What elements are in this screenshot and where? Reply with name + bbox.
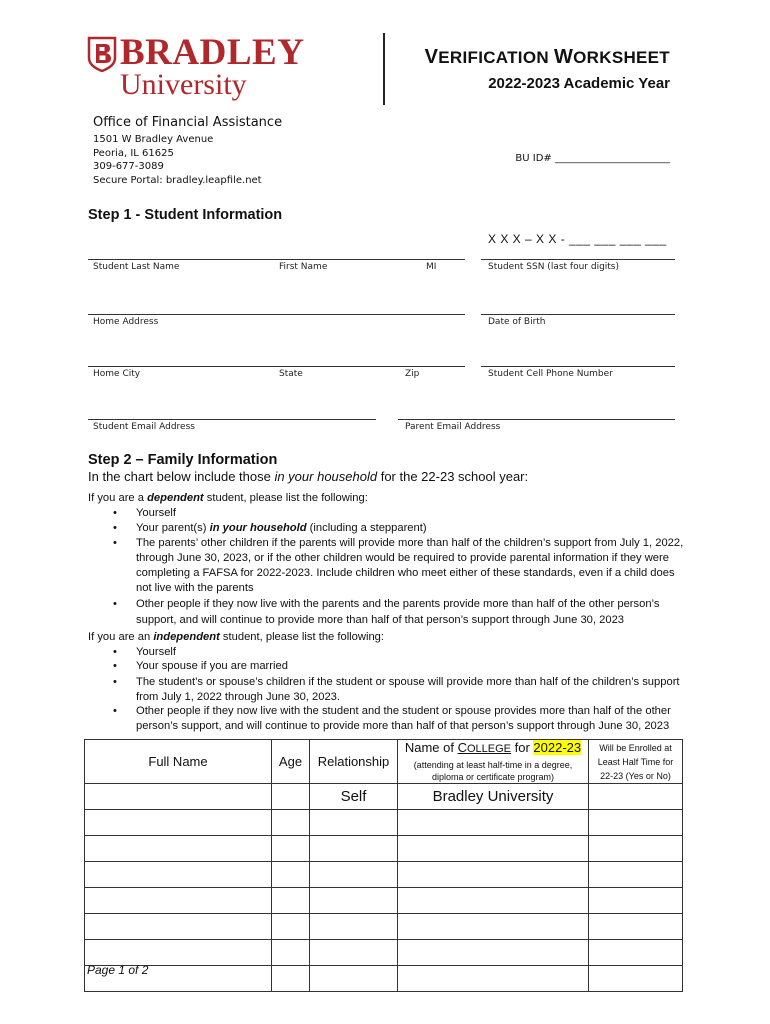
header-age: Age [272,740,310,784]
label-student-email: Student Email Address [93,422,195,432]
cell-relationship[interactable] [310,940,398,966]
student-email-line[interactable] [88,419,376,420]
phone-line: 309-677-3089 [93,161,164,172]
cell-name[interactable] [85,940,272,966]
table-row [85,836,683,862]
label-parent-email: Parent Email Address [405,422,501,432]
label-ssn: Student SSN (last four digits) [488,262,620,272]
step2-heading: Step 2 – Family Information [88,452,278,468]
step2-intro: In the chart below include those in your household for the 22-23 school year: [88,469,529,484]
cell-college[interactable] [398,888,589,914]
cell-name[interactable] [85,836,272,862]
cell-name[interactable] [85,784,272,810]
cell-college[interactable] [398,940,589,966]
cell-relationship[interactable] [310,966,398,992]
list-item: • The student’s or spouse’s children if the student or spouse will provide more than half of the children’s support from July 1, 2022 through June 30, 2023. [113,676,680,703]
label-zip: Zip [405,369,420,379]
header-enrolled: Will be Enrolled at Least Half Time for 22-23 (Yes or No) [589,740,683,784]
list-item: • Your parent(s) in your household (including a stepparent) [113,522,427,534]
list-item: • Your spouse if you are married [113,660,288,672]
household-table [84,739,683,992]
cell-relationship: Self [310,784,398,810]
cell-age[interactable] [272,836,310,862]
list-item: • Other people if they now live with the parents and the parents provide more than half of the other person’s support, and will continue to provide more than half of that person’s support through June 30, 2023 [113,598,660,626]
address-line: 1501 W Bradley Avenue [93,134,214,145]
cell-college: Bradley University [398,784,589,810]
table-row [85,810,683,836]
label-state: State [279,369,303,379]
list-item: • Other people if they now live with the student and the student or spouse provides more than half of the other person’s support, and will continue to provide more than half of that person’s support through June 30, 2023 [113,705,671,732]
header-full-name: Full Name [85,740,272,784]
cell-age[interactable] [272,862,310,888]
bradley-logo [87,32,305,105]
logo-wordmark: BRADLEY [120,32,305,73]
cell-name[interactable] [85,810,272,836]
parent-email-line[interactable] [398,419,675,420]
cell-enrolled[interactable] [589,810,683,836]
worksheet-title: VERIFICATION WORKSHEET [424,46,670,68]
table-row [85,888,683,914]
header-college: Name of COLLEGE for 2022-23 (attending at least half-time in a degree, diploma or certificate program) [398,740,589,784]
table-row [85,966,683,992]
label-cell: Student Cell Phone Number [488,369,613,379]
bu-id-field[interactable]: BU ID# _______________________ [515,153,670,164]
cell-age[interactable] [272,810,310,836]
dob-line[interactable] [481,314,675,315]
page-number: Page 1 of 2 [87,963,149,977]
cell-name[interactable] [85,914,272,940]
cell-enrolled[interactable] [589,784,683,810]
label-home-address: Home Address [93,317,159,327]
independent-heading: If you are an independent student, please list the following: [88,631,385,643]
city-line[interactable] [88,366,465,367]
header-relationship: Relationship [310,740,398,784]
ssn-line[interactable] [481,259,675,260]
name-line[interactable] [88,259,465,260]
shield-logo-icon [87,36,117,72]
cell-college[interactable] [398,966,589,992]
cell-college[interactable] [398,862,589,888]
cell-college[interactable] [398,810,589,836]
address-line: Peoria, IL 61625 [93,148,174,159]
address-line-input[interactable] [88,314,465,315]
table-row [85,784,683,810]
cell-name[interactable] [85,862,272,888]
step1-heading: Step 1 - Student Information [88,207,283,223]
cell-age[interactable] [272,914,310,940]
cell-enrolled[interactable] [589,836,683,862]
label-last-name: Student Last Name [93,262,180,272]
cell-enrolled[interactable] [589,862,683,888]
logo-subtitle: University [120,68,247,101]
office-name: Office of Financial Assistance [93,115,283,130]
cell-line[interactable] [481,366,675,367]
dependent-heading: If you are a dependent student, please list the following: [88,492,368,504]
cell-enrolled[interactable] [589,888,683,914]
table-header-row [85,740,683,784]
label-mi: MI [426,262,437,272]
cell-name[interactable] [85,888,272,914]
cell-enrolled[interactable] [589,914,683,940]
table-row [85,914,683,940]
table-row [85,940,683,966]
academic-year: 2022-2023 Academic Year [488,75,670,92]
cell-age[interactable] [272,784,310,810]
cell-age[interactable] [272,888,310,914]
cell-enrolled[interactable] [589,940,683,966]
cell-relationship[interactable] [310,914,398,940]
cell-college[interactable] [398,914,589,940]
cell-age[interactable] [272,940,310,966]
cell-relationship[interactable] [310,888,398,914]
table-row [85,862,683,888]
cell-enrolled[interactable] [589,966,683,992]
label-first-name: First Name [279,262,328,272]
label-home-city: Home City [93,369,141,379]
ssn-mask[interactable]: X X X – X X - ___ ___ ___ ___ [488,232,667,246]
portal-line: Secure Portal: bradley.leapfile.net [93,175,262,186]
cell-relationship[interactable] [310,810,398,836]
cell-age[interactable] [272,966,310,992]
header-divider [383,33,385,105]
list-item: • The parents’ other children if the parents will provide more than half of the children’s support from July 1, 2022, through June 30, 2023, or if the other children would be required to provide parental information if they were completing a FAFSA for 2022-2023. Include children who meet either of these standards, even if a child does not live with the parents [113,537,684,594]
list-item: • Yourself [113,507,177,519]
cell-relationship[interactable] [310,862,398,888]
cell-relationship[interactable] [310,836,398,862]
label-dob: Date of Birth [488,317,546,327]
list-item: • Yourself [113,646,177,658]
cell-college[interactable] [398,836,589,862]
